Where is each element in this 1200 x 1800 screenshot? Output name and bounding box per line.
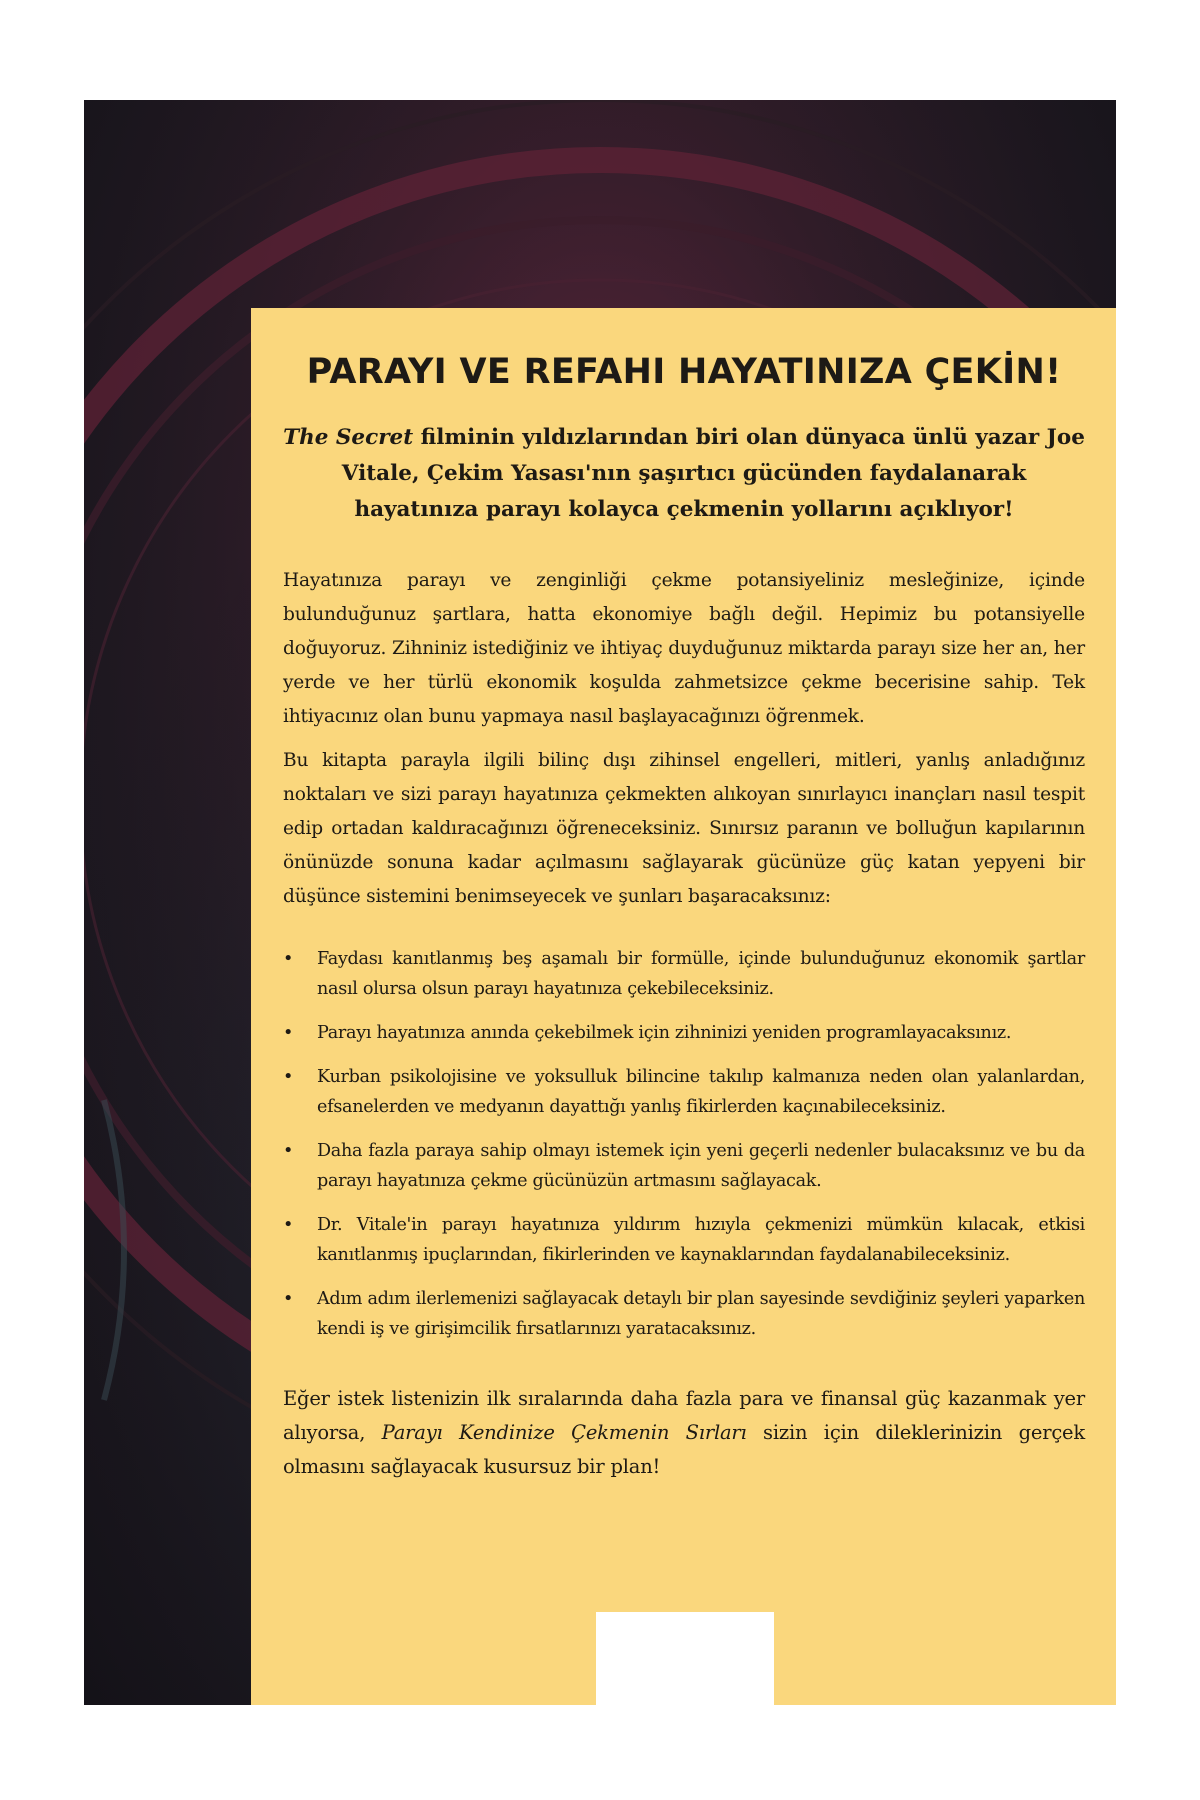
bullet-icon: • (283, 1215, 294, 1235)
body-paragraph-2: Bu kitapta parayla ilgili bilinç dışı zihinsel engelleri, mitleri, yanlış anladığınız noktaları ve sizi parayı hayatınıza çekmekten alıkoyan sınırlayıcı inançları nasıl tespit edip ortadan kaldıracağınızı öğreneceksiniz. Sınırsız paranın ve bolluğun kapılarının önünüzde sonuna kadar açılmasını sağlayarak gücünüze güç katan yepyeni bir düşünce sistemini benimseyecek ve şunları başaracaksınız: (283, 750, 1085, 907)
bullet-icon: • (283, 1023, 294, 1043)
list-item-text: Adım adım ilerlemenizi sağlayacak detaylı bir plan sayesinde sevdiğiniz şeyleri yaparken kendi iş ve girişimcilik fırsatlarınızı yaratacaksınız. (317, 1289, 1085, 1339)
list-item (283, 1210, 1085, 1270)
intro-text: filminin yıldızlarından biri olan dünyaca ünlü yazar Joe Vitale, Çekim Yasası'nın şaşırtıcı gücünden faydalanarak hayatınıza parayı kolayca çekmenin yollarını açıklıyor! (341, 425, 1085, 522)
closing-text-end: sizin için dileklerinizin gerçek olmasını sağlayacak kusursuz bir plan! (283, 1421, 1085, 1478)
list-item (283, 1284, 1085, 1344)
list-item (283, 1062, 1085, 1122)
book-back-cover (84, 100, 1116, 1705)
list-item (283, 1018, 1085, 1048)
headline: PARAYI VE REFAHI HAYATINIZA ÇEKİN! (306, 352, 1062, 392)
list-item-text: Parayı hayatınıza anında çekebilmek için zihninizi yeniden programlayacaksınız. (317, 1023, 1012, 1043)
list-item-text: Dr. Vitale'in parayı hayatınıza yıldırım hızıyla çekmenizi mümkün kılacak, etkisi kanıtlanmış ipuçlarından, fikirlerinden ve kaynaklarından faydalanabileceksiniz. (317, 1215, 1085, 1265)
list-item (283, 944, 1085, 1004)
closing-text-start: Eğer istek listenizin ilk sıralarında daha fazla para ve finansal güç kazanmak yer alıyorsa, (283, 1387, 1085, 1444)
list-item-text: Kurban psikolojisine ve yoksulluk bilincine takılıp kalmanıza neden olan yalanlardan, efsanelerden ve medyanın dayattığı yanlış fikirlerden kaçınabileceksiniz. (317, 1067, 1085, 1117)
closing-paragraph (283, 1382, 1085, 1484)
list-item (283, 1136, 1085, 1196)
barcode-placeholder (596, 1612, 774, 1705)
intro-paragraph (283, 420, 1085, 528)
bullet-icon: • (283, 949, 294, 969)
bullet-icon: • (283, 1289, 294, 1309)
list-item-text: Faydası kanıtlanmış beş aşamalı bir formülle, içinde bulunduğunuz ekonomik şartlar nasıl olursa olsun parayı hayatınıza çekebileceksiniz. (317, 949, 1085, 999)
list-item-text: Daha fazla paraya sahip olmayı istemek için yeni geçerli nedenler bulacaksınız ve bu da parayı hayatınıza çekme gücünüzün artmasını sağlayacak. (317, 1141, 1085, 1191)
benefits-list (283, 944, 1085, 1344)
film-title: The Secret (283, 425, 414, 450)
bullet-icon: • (283, 1141, 294, 1161)
book-title: Parayı Kendinize Çekmenin Sırları (381, 1421, 747, 1444)
body-paragraph-1: Hayatınıza parayı ve zenginliği çekme potansiyeliniz mesleğinize, içinde bulunduğunuz şartlara, hatta ekonomiye bağlı değil. Hepimiz bu potansiyelle doğuyoruz. Zihniniz istediğiniz ve ihtiyaç duyduğunuz miktarda parayı size her an, her yerde ve her türlü ekonomik koşulda zahmetsizce çekme becerisine sahip. Tek ihtiyacınız olan bunu yapmaya nasıl başlayacağınızı öğrenmek. (283, 570, 1085, 727)
bullet-icon: • (283, 1067, 294, 1087)
text-panel (251, 308, 1116, 1705)
